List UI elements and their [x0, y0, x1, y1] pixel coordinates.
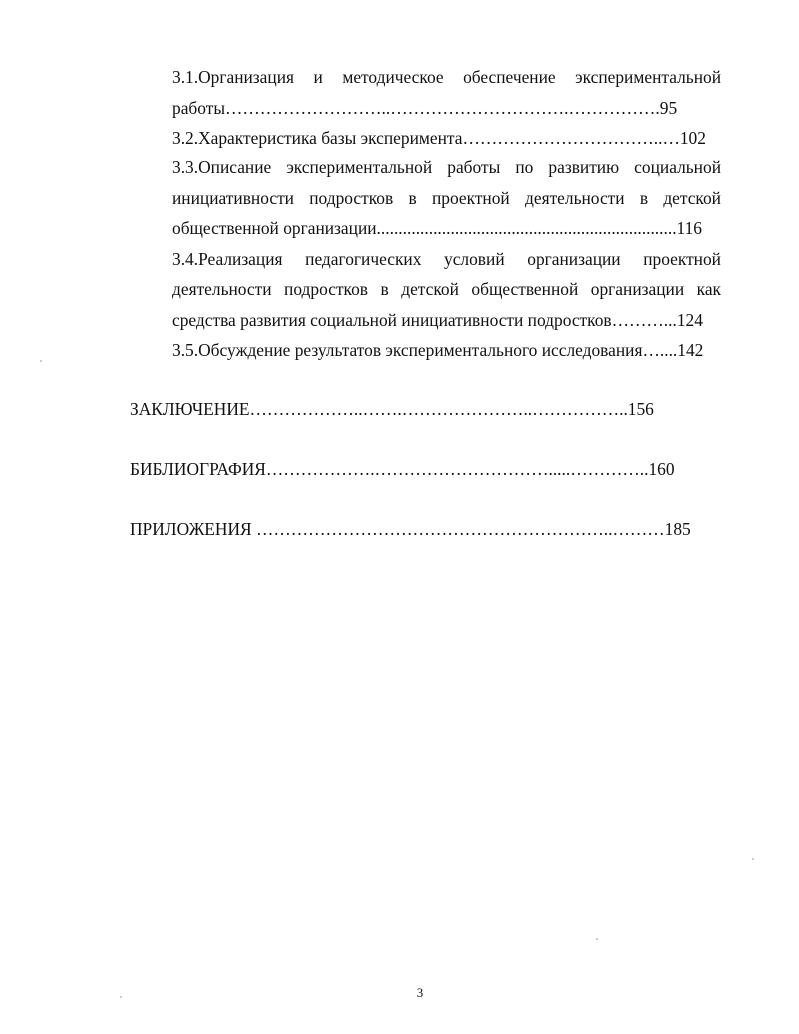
scan-speck [40, 360, 42, 362]
scan-speck [120, 996, 122, 998]
toc-entry-bibliography: БИБЛИОГРАФИЯ……………….………………………….....…………..160 [130, 459, 675, 479]
page-number: 3 [416, 985, 424, 1000]
toc-entry-3-3-line-2: инициативности подростков в проектной деятельности в детской [172, 188, 721, 208]
toc-entry-3-5: 3.5.Обсуждение результатов экспериментального исследования…....142 [172, 340, 704, 360]
scan-speck [752, 858, 754, 860]
toc-entry-3-4-line-2: деятельности подростков в детской общественной организации как [172, 279, 721, 299]
scan-speck [596, 938, 598, 940]
toc-entry-3-2: 3.2.Характеристика базы эксперимента……………………………..…102 [172, 128, 706, 148]
toc-entry-3-4-line-3: средства развития социальной инициативности подростков………...124 [172, 310, 703, 330]
toc-entry-3-1-line-1: 3.1.Организация и методическое обеспечение экспериментальной [172, 67, 721, 87]
toc-entry-3-1-line-2: работы………………………..………………………….…………….95 [172, 98, 678, 118]
toc-entry-3-4-line-1: 3.4.Реализация педагогических условий организации проектной [172, 249, 721, 269]
toc-entry-conclusion: ЗАКЛЮЧЕНИЕ………………..…….…………………..……………..156 [130, 399, 654, 419]
toc-entry-3-3-line-1: 3.3.Описание экспериментальной работы по развитию социальной [172, 157, 721, 177]
toc-entry-appendices: ПРИЛОЖЕНИЯ ……………………………………………………..………185 [130, 519, 691, 539]
toc-entry-3-3-line-3: общественной организации.....................................................................116 [172, 218, 702, 238]
